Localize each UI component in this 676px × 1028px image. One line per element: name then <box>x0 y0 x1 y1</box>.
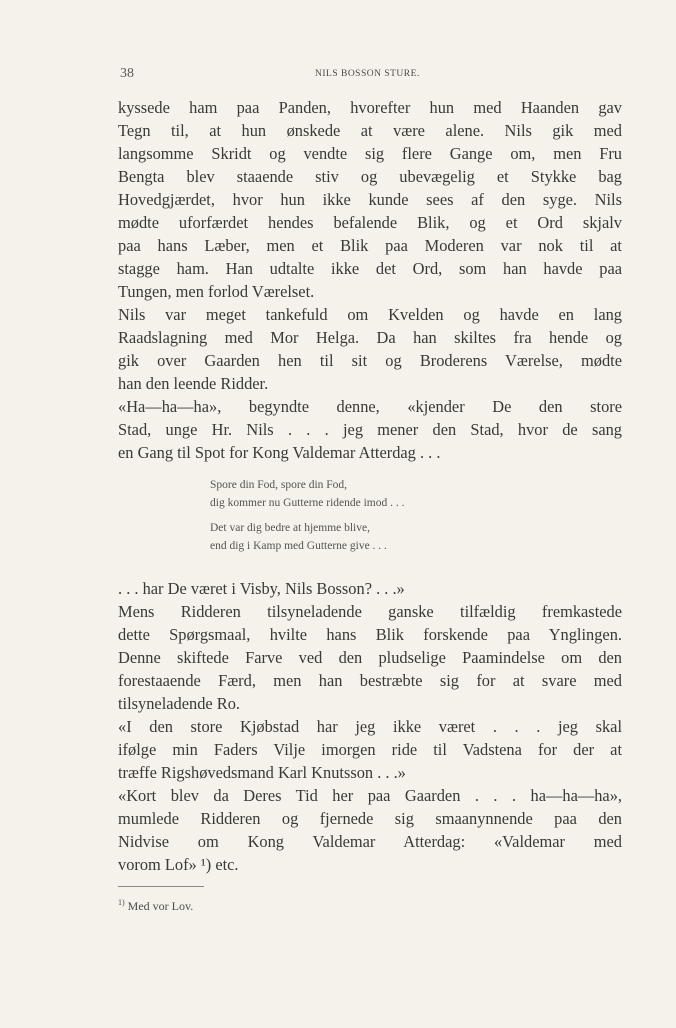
text-line: Hovedgjærdet, hvor hun ikke kunde sees af den syge. Nils <box>118 190 622 209</box>
text-line: Stad, unge Hr. Nils . . . jeg mener den Stad, hvor de sang <box>118 420 622 439</box>
text-line: Raadslagning med Mor Helga. Da han skiltes fra hende og <box>118 328 622 347</box>
text-line: kyssede ham paa Panden, hvorefter hun med Haanden gav <box>118 98 622 117</box>
text-line: tilsyneladende Ro. <box>118 694 240 713</box>
verse-stanza <box>210 476 530 512</box>
text-line: «Kort blev da Deres Tid her paa Gaarden . . . ha—ha—ha», <box>118 786 622 805</box>
text-line: «I den store Kjøbstad har jeg ikke været . . . jeg skal <box>118 717 622 736</box>
text-line: langsomme Skridt og vendte sig flere Gange om, men Fru <box>118 144 622 163</box>
text-line: vorom Lof» ¹) etc. <box>118 855 239 874</box>
text-line: forestaaende Færd, men han bestræbte sig for at svare med <box>118 671 622 690</box>
text-line: stagge ham. Han udtalte ikke det Ord, som han havde paa <box>118 259 622 278</box>
body-text-upper <box>118 96 622 464</box>
text-line: «Ha—ha—ha», begyndte denne, «kjender De den store <box>118 397 622 416</box>
text-line: dette Spørgsmaal, hvilte hans Blik forskende paa Ynglingen. <box>118 625 622 644</box>
text-line: en Gang til Spot for Kong Valdemar Atterdag . . . <box>118 443 441 462</box>
text-line: Bengta blev staaende stiv og ubevægelig et Stykke bag <box>118 167 622 186</box>
text-line: han den leende Ridder. <box>118 374 269 393</box>
page-header <box>120 66 620 82</box>
footnote-rule <box>118 886 204 887</box>
footnote <box>118 898 193 914</box>
verse-block <box>210 476 530 562</box>
text-line: ifølge min Faders Vilje imorgen ride til Vadstena for der at <box>118 740 622 759</box>
text-line: mødte uforfærdet hendes befalende Blik, og et Ord skjalv <box>118 213 622 232</box>
text-line: Tegn til, at hun ønskede at være alene. Nils gik med <box>118 121 622 140</box>
body-text-lower <box>118 577 622 876</box>
footnote-text: Med vor Lov. <box>127 899 194 913</box>
page-number: 38 <box>120 66 134 81</box>
running-title: NILS BOSSON STURE. <box>315 69 420 79</box>
text-line: Denne skiftede Farve ved den pludselige Paamindelse om den <box>118 648 622 667</box>
text-line: paa hans Læber, men et Blik paa Moderen var nok til at <box>118 236 622 255</box>
text-line: . . . har De været i Visby, Nils Bosson? . . .» <box>118 579 405 598</box>
text-line: Mens Ridderen tilsyneladende ganske tilfældig fremkastede <box>118 602 622 621</box>
verse-line: end dig i Kamp med Gutterne give . . . <box>210 540 387 552</box>
verse-line: Spore din Fod, spore din Fod, <box>210 479 348 491</box>
verse-line: Det var dig bedre at hjemme blive, <box>210 522 370 534</box>
text-line: Nils var meget tankefuld om Kvelden og havde en lang <box>118 305 622 324</box>
text-line: gik over Gaarden hen til sit og Broderens Værelse, mødte <box>118 351 622 370</box>
text-line: Nidvise om Kong Valdemar Atterdag: «Valdemar med <box>118 832 622 851</box>
text-line: mumlede Ridderen og fjernede sig smaanynnende paa den <box>118 809 622 828</box>
footnote-marker: 1) <box>118 898 125 907</box>
verse-stanza <box>210 519 530 555</box>
text-line: Tungen, men forlod Værelset. <box>118 282 315 301</box>
text-line: træffe Rigshøvedsmand Karl Knutsson . . .» <box>118 763 406 782</box>
verse-line: dig kommer nu Gutterne ridende imod . . . <box>210 497 405 509</box>
